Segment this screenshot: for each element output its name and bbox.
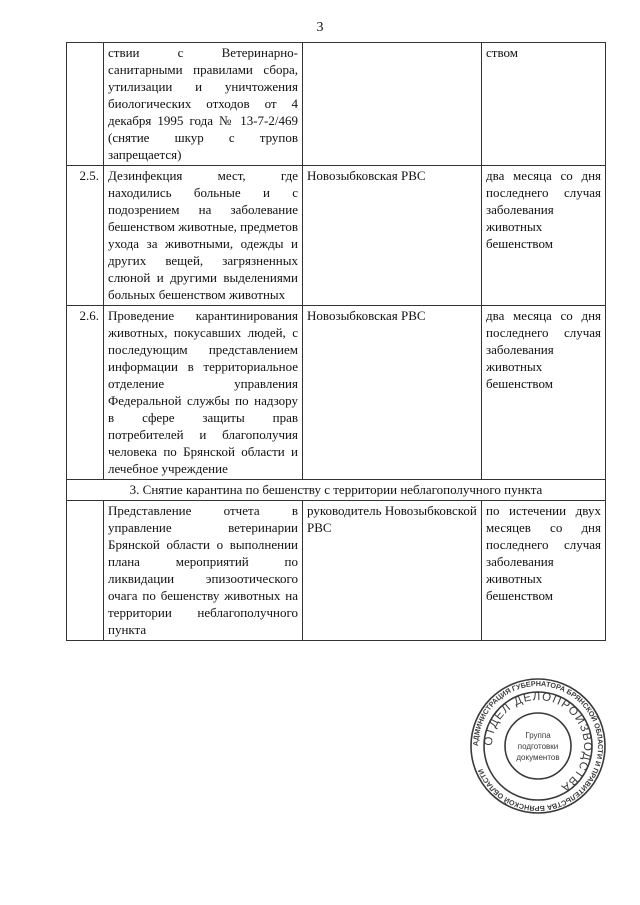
stamp-middle-textpath: ОТДЕЛ ДЕЛОПРОИЗВОДСТВА: [482, 690, 594, 795]
stamp-center-line-2: подготовки: [517, 742, 559, 751]
deadline-cell: два месяца со дня последнего случая заболевания животных бешенством: [482, 166, 606, 306]
stamp-center-line-3: документов: [516, 753, 560, 762]
office-stamp: [468, 676, 608, 816]
deadline-cell: два месяца со дня последнего случая заболевания животных бешенством: [482, 306, 606, 480]
stamp-center-line-1: Группа: [525, 731, 551, 740]
row-number: [67, 501, 104, 641]
table-row: [67, 166, 606, 306]
section-row: [67, 480, 606, 501]
table-row: [67, 306, 606, 480]
row-number: 2.6.: [67, 306, 104, 480]
measures-table: [66, 42, 606, 641]
stamp-outer-textpath: АДМИНИСТРАЦИЯ ГУБЕРНАТОРА БРЯНСКОЙ ОБЛАСТИ И ПРАВИТЕЛЬСТВА БРЯНСКОЙ ОБЛАСТИ: [470, 678, 606, 814]
table-row: [67, 43, 606, 166]
deadline-cell: ством: [482, 43, 606, 166]
row-number: [67, 43, 104, 166]
action-cell: ствии с Ветеринарно-санитарными правилами сбора, утилизации и уничтожения биологических отходов от 4 декабря 1995 года № 13-7-2/469 (снятие шкур с трупов запрещается): [104, 43, 303, 166]
responsible-cell: руководитель Новозыбковской РВС: [303, 501, 482, 641]
action-cell: Представление отчета в управление ветеринарии Брянской области о выполнении плана мероприятий по ликвидации эпизоотического очага по бешенству животных на территории неблагополучного пункта: [104, 501, 303, 641]
responsible-cell: Новозыбковская РВС: [303, 166, 482, 306]
action-cell: Проведение карантинирования животных, покусавших людей, с последующим представлением информации в территориальное отделение управления Федеральной службы по надзору в сфере защиты прав потребителей и благополучия человека по Брянской области и лечебное учреждение: [104, 306, 303, 480]
section-title: 3. Снятие карантина по бешенству с территории неблагополучного пункта: [67, 480, 606, 501]
responsible-cell: Новозыбковская РВС: [303, 306, 482, 480]
table-row: [67, 501, 606, 641]
deadline-cell: по истечении двух месяцев со дня последнего случая заболевания животных бешенством: [482, 501, 606, 641]
responsible-cell: [303, 43, 482, 166]
action-cell: Дезинфекция мест, где находились больные и с подозрением на заболевание бешенством животные, предметов ухода за животными, одежды и других вещей, загрязненных слюной и другими выделениями больных бешенством животных: [104, 166, 303, 306]
page-number: 3: [316, 20, 324, 35]
row-number: 2.5.: [67, 166, 104, 306]
